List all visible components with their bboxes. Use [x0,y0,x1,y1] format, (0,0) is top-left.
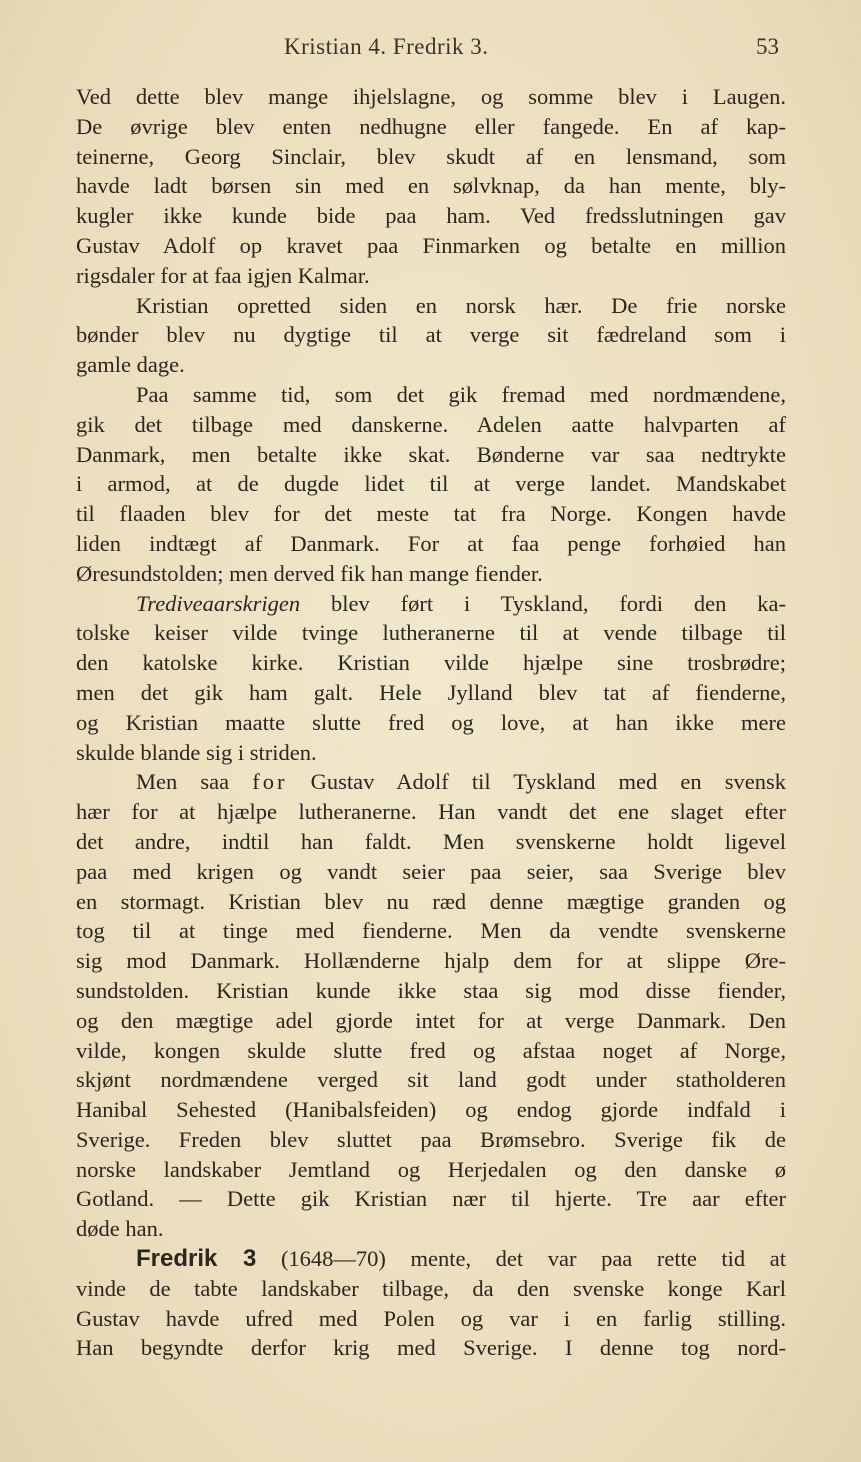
text-line: paa med krigen og vandt seier paa seier, saa Sverige blev [76,858,786,884]
text-line: og den mægtige adel gjorde intet for at verge Danmark. Den [76,1007,786,1033]
text-line: rigsdaler for at faa igjen Kalmar. [76,262,370,288]
body-text [76,82,786,1363]
text-line: liden indtægt af Danmark. For at faa penge forhøied han [76,530,786,556]
text-line: sig mod Danmark. Hollænderne hjalp dem for at slippe Øre- [76,948,786,974]
paragraph-3 [76,380,786,589]
text-line: De øvrige blev enten nedhugne eller fangede. En af kap- [76,113,786,139]
text-line: vilde, kongen skulde slutte fred og afstaa noget af Norge, [76,1037,786,1063]
paragraph-2 [76,291,786,380]
text-line: Gustav havde ufred med Polen og var i en farlig stilling. [76,1305,786,1331]
page-number: 53 [756,34,779,59]
paragraph-4 [76,589,786,768]
paragraph-6 [76,1244,786,1363]
text-line: tolske keiser vilde tvinge lutheranerne til at vende tilbage til [76,620,786,646]
text-line: i armod, at de dugde lidet til at verge landet. Mandskabet [76,471,786,497]
text-run: Gustav Adolf til Tyskland med en svensk [310,769,786,795]
text-line: en stormagt. Kristian blev nu ræd denne mægtige granden og [76,888,786,914]
text-line: Kristian opretted siden en norsk hær. De frie norske [136,292,786,318]
text-run: Men saa [136,769,230,795]
text-line: skulde blande sig i striden. [76,739,317,765]
text-line: Danmark, men betalte ikke skat. Bønderne var saa nedtrykte [76,441,786,467]
section-heading: Fredrik 3 [136,1245,257,1273]
text-line: Han begyndte derfor krig med Sverige. I denne tog nord- [76,1335,786,1361]
text-line: vinde de tabte landskaber tilbage, da den svenske konge Karl [76,1275,786,1301]
text-line: Øresundstolden; men derved fik han mange fiender. [76,560,543,586]
text-line: Hanibal Sehested (Hanibalsfeiden) og endog gjorde indfald i [76,1097,786,1123]
text-line: bønder blev nu dygtige til at verge sit fædreland som i [76,322,786,348]
text-line: Paa samme tid, som det gik fremad med nordmændene, [136,381,786,407]
text-line: døde han. [76,1216,164,1242]
paragraph-5 [76,767,786,1244]
italic-term: Trediveaarskrigen [136,590,301,616]
text-line: den katolske kirke. Kristian vilde hjælpe sine trosbrødre; [76,650,786,676]
text-line: Gustav Adolf op kravet paa Finmarken og betalte en million [76,232,786,258]
text-line: norske landskaber Jemtland og Herjedalen og den danske ø [76,1156,786,1182]
text-line [76,1244,786,1274]
spaced-emphasis: for [252,769,288,795]
text-line: havde ladt børsen sin med en sølvknap, da han mente, bly- [76,173,786,199]
text-line: gik det tilbage med danskerne. Adelen aatte halvparten af [76,411,786,437]
text-line: gamle dage. [76,352,185,378]
text-line: tog til at tinge med fienderne. Men da vendte svenskerne [76,918,786,944]
text-line: teinerne, Georg Sinclair, blev skudt af en lensmand, som [76,143,786,169]
text-line: det andre, indtil han faldt. Men svenskerne holdt ligevel [76,828,786,854]
text-line: hær for at hjælpe lutheranerne. Han vandt det ene slaget efter [76,799,786,825]
text-line: kugler ikke kunde bide paa ham. Ved fredsslutningen gav [76,203,786,229]
text-line: sundstolden. Kristian kunde ikke staa sig mod disse fiender, [76,977,786,1003]
text-line: Ved dette blev mange ihjelslagne, og somme blev i Laugen. [76,84,786,109]
text-line: men det gik ham galt. Hele Jylland blev tat af fienderne, [76,679,786,705]
text-line: til flaaden blev for det meste tat fra Norge. Kongen havde [76,501,786,527]
page-header [0,34,861,66]
running-title: Kristian 4. Fredrik 3. [284,34,489,59]
text-line [76,767,786,797]
text-line: skjønt nordmændene verged sit land godt under statholderen [76,1067,786,1093]
text-line [76,589,786,619]
paragraph-1 [76,82,786,291]
text-run: (1648—70) mente, det var paa rette tid at [280,1246,786,1272]
text-line: Sverige. Freden blev sluttet paa Brømsebro. Sverige fik de [76,1126,786,1152]
text-run: blev ført i Tyskland, fordi den ka- [331,590,786,616]
text-line: og Kristian maatte slutte fred og love, at han ikke mere [76,709,786,735]
text-line: Gotland. — Dette gik Kristian nær til hjerte. Tre aar efter [76,1186,786,1212]
